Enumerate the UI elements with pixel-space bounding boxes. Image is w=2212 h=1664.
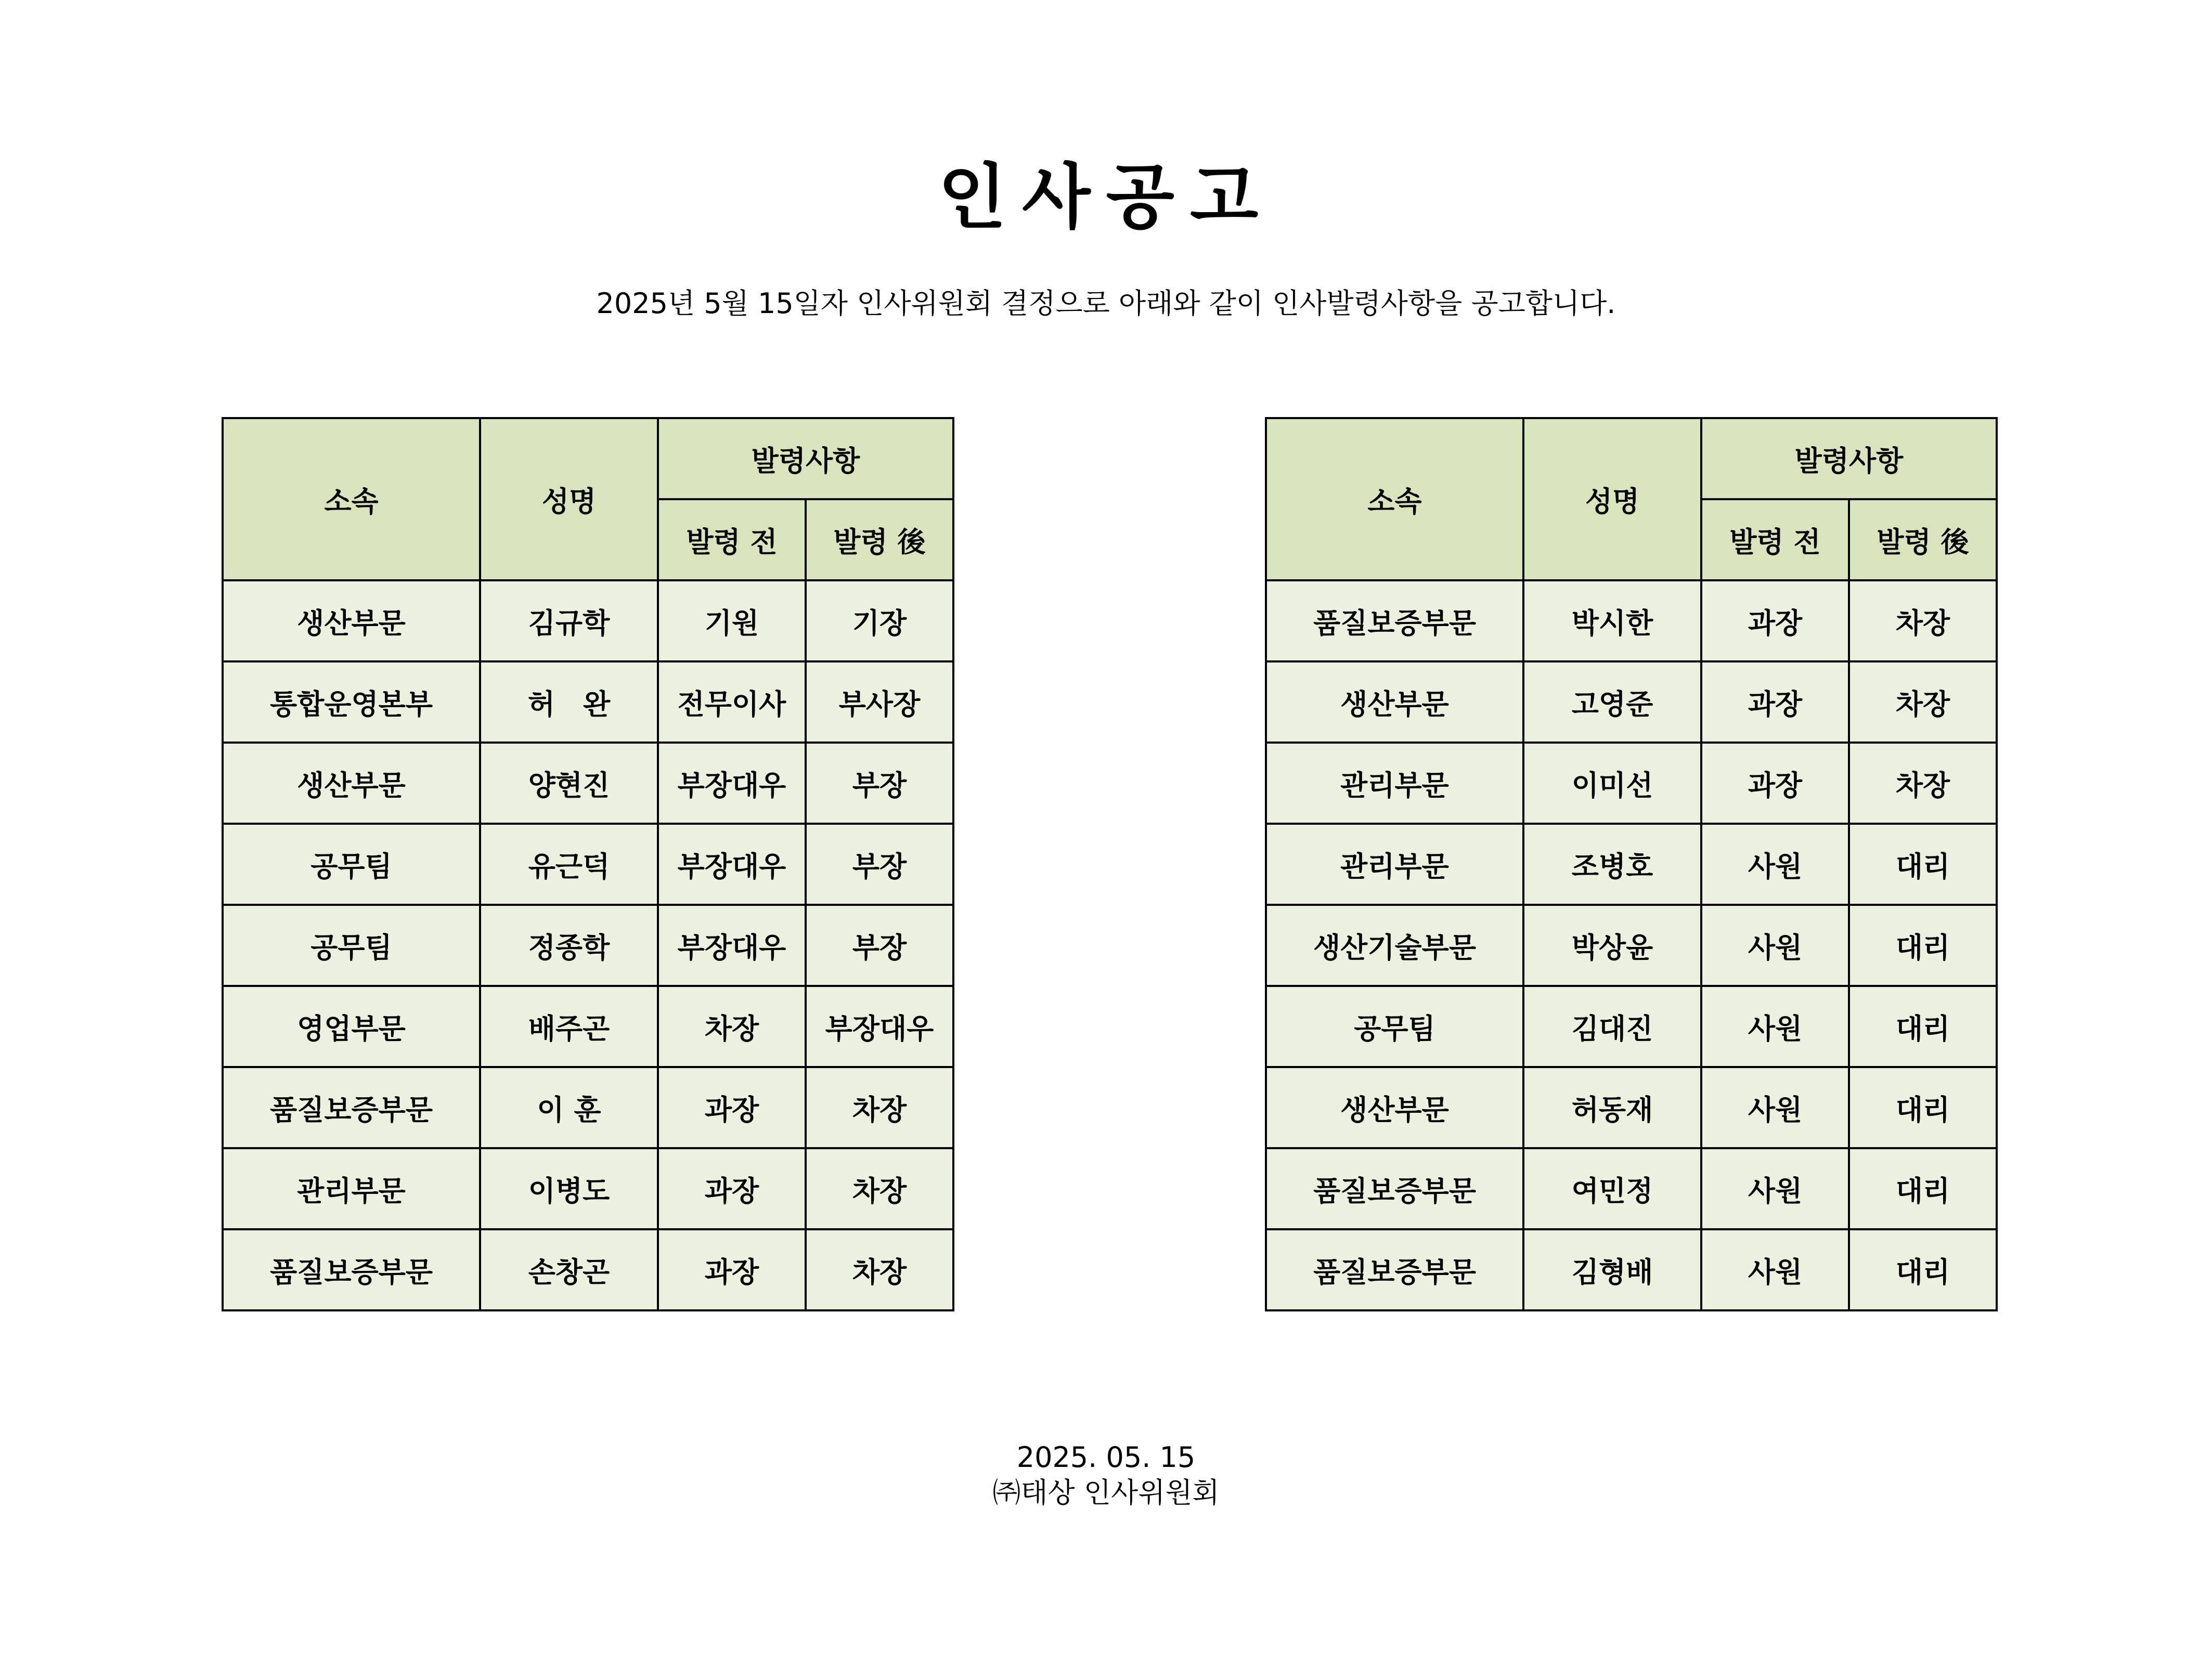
cell-name: 여민정 [1523, 1148, 1701, 1229]
cell-after: 대리 [1849, 1229, 1997, 1310]
cell-before: 과장 [658, 1229, 806, 1310]
table-row [1266, 743, 1997, 824]
cell-before: 차장 [658, 986, 806, 1067]
table-row [1266, 1067, 1997, 1148]
table-row [1266, 986, 1997, 1067]
cell-affiliation: 공무팀 [223, 824, 480, 905]
appointment-table-left [222, 417, 954, 1311]
cell-name: 이병도 [480, 1148, 658, 1229]
page-title: 인사공고 [938, 157, 1274, 239]
cell-name: 정종학 [480, 905, 658, 986]
cell-before: 기원 [658, 580, 806, 661]
cell-after: 차장 [806, 1229, 953, 1310]
cell-after: 차장 [806, 1148, 953, 1229]
cell-affiliation: 공무팀 [223, 905, 480, 986]
cell-before: 과장 [1701, 743, 1849, 824]
cell-name: 양현진 [480, 743, 658, 824]
cell-before: 전무이사 [658, 661, 806, 743]
cell-name: 이 훈 [480, 1067, 658, 1148]
table-row [223, 580, 953, 661]
header-name: 성명 [1523, 418, 1701, 580]
table-row [223, 986, 953, 1067]
cell-affiliation: 품질보증부문 [223, 1229, 480, 1310]
table-body-left [223, 580, 953, 1310]
cell-affiliation: 생산기술부문 [1266, 905, 1523, 986]
cell-affiliation: 관리부문 [1266, 824, 1523, 905]
table-row [1266, 661, 1997, 743]
cell-before: 과장 [1701, 580, 1849, 661]
cell-affiliation: 영업부문 [223, 986, 480, 1067]
cell-after: 부장 [806, 824, 953, 905]
header-affiliation: 소속 [223, 418, 480, 580]
footer-date: 2025. 05. 15 [1016, 1441, 1196, 1474]
cell-name: 손창곤 [480, 1229, 658, 1310]
header-name: 성명 [480, 418, 658, 580]
cell-before: 과장 [658, 1148, 806, 1229]
cell-after: 차장 [1849, 580, 1997, 661]
cell-affiliation: 품질보증부문 [223, 1067, 480, 1148]
cell-name: 김대진 [1523, 986, 1701, 1067]
cell-affiliation: 생산부문 [1266, 661, 1523, 743]
cell-before: 부장대우 [658, 743, 806, 824]
cell-affiliation: 품질보증부문 [1266, 1148, 1523, 1229]
footer-organization: ㈜태상 인사위원회 [992, 1476, 1220, 1509]
cell-affiliation: 생산부문 [1266, 1067, 1523, 1148]
header-after: 발령 後 [806, 499, 953, 580]
cell-after: 차장 [1849, 661, 1997, 743]
header-appointment: 발령사항 [1701, 418, 1997, 499]
cell-affiliation: 생산부문 [223, 580, 480, 661]
table-row [223, 1067, 953, 1148]
table-row [223, 1148, 953, 1229]
cell-name: 허 완 [480, 661, 658, 743]
cell-name: 조병호 [1523, 824, 1701, 905]
appointment-table-right [1265, 417, 1998, 1311]
cell-after: 부장 [806, 905, 953, 986]
cell-before: 사원 [1701, 905, 1849, 986]
table-row [223, 1229, 953, 1310]
cell-affiliation: 관리부문 [1266, 743, 1523, 824]
cell-after: 대리 [1849, 1067, 1997, 1148]
cell-affiliation: 관리부문 [223, 1148, 480, 1229]
cell-name: 이미선 [1523, 743, 1701, 824]
cell-affiliation: 생산부문 [223, 743, 480, 824]
table-row [223, 905, 953, 986]
cell-affiliation: 품질보증부문 [1266, 580, 1523, 661]
cell-name: 고영준 [1523, 661, 1701, 743]
cell-name: 유근덕 [480, 824, 658, 905]
cell-name: 배주곤 [480, 986, 658, 1067]
cell-before: 사원 [1701, 1148, 1849, 1229]
table-row [1266, 824, 1997, 905]
cell-name: 김규학 [480, 580, 658, 661]
cell-after: 부장대우 [806, 986, 953, 1067]
header-after: 발령 後 [1849, 499, 1997, 580]
table-row [223, 743, 953, 824]
cell-before: 사원 [1701, 1229, 1849, 1310]
cell-after: 대리 [1849, 824, 1997, 905]
table-row [1266, 580, 1997, 661]
cell-before: 사원 [1701, 1067, 1849, 1148]
cell-name: 김형배 [1523, 1229, 1701, 1310]
cell-after: 차장 [1849, 743, 1997, 824]
cell-after: 대리 [1849, 986, 1997, 1067]
cell-after: 기장 [806, 580, 953, 661]
table-row [223, 824, 953, 905]
cell-affiliation: 통합운영본부 [223, 661, 480, 743]
cell-affiliation: 품질보증부문 [1266, 1229, 1523, 1310]
header-before: 발령 전 [658, 499, 806, 580]
cell-before: 과장 [1701, 661, 1849, 743]
table-row [1266, 1229, 1997, 1310]
cell-before: 부장대우 [658, 824, 806, 905]
cell-after: 부사장 [806, 661, 953, 743]
cell-after: 차장 [806, 1067, 953, 1148]
cell-after: 부장 [806, 743, 953, 824]
cell-affiliation: 공무팀 [1266, 986, 1523, 1067]
cell-name: 박시한 [1523, 580, 1701, 661]
cell-before: 과장 [658, 1067, 806, 1148]
table-body-right [1266, 580, 1997, 1310]
header-before: 발령 전 [1701, 499, 1849, 580]
notice-text: 2025년 5월 15일자 인사위원회 결정으로 아래와 같이 인사발령사항을 공고합니다. [596, 287, 1616, 320]
header-affiliation: 소속 [1266, 418, 1523, 580]
cell-name: 허동재 [1523, 1067, 1701, 1148]
cell-before: 사원 [1701, 824, 1849, 905]
header-appointment: 발령사항 [658, 418, 953, 499]
table-row [1266, 905, 1997, 986]
cell-before: 사원 [1701, 986, 1849, 1067]
cell-after: 대리 [1849, 905, 1997, 986]
cell-before: 부장대우 [658, 905, 806, 986]
table-row [223, 661, 953, 743]
cell-name: 박상윤 [1523, 905, 1701, 986]
table-row [1266, 1148, 1997, 1229]
cell-after: 대리 [1849, 1148, 1997, 1229]
